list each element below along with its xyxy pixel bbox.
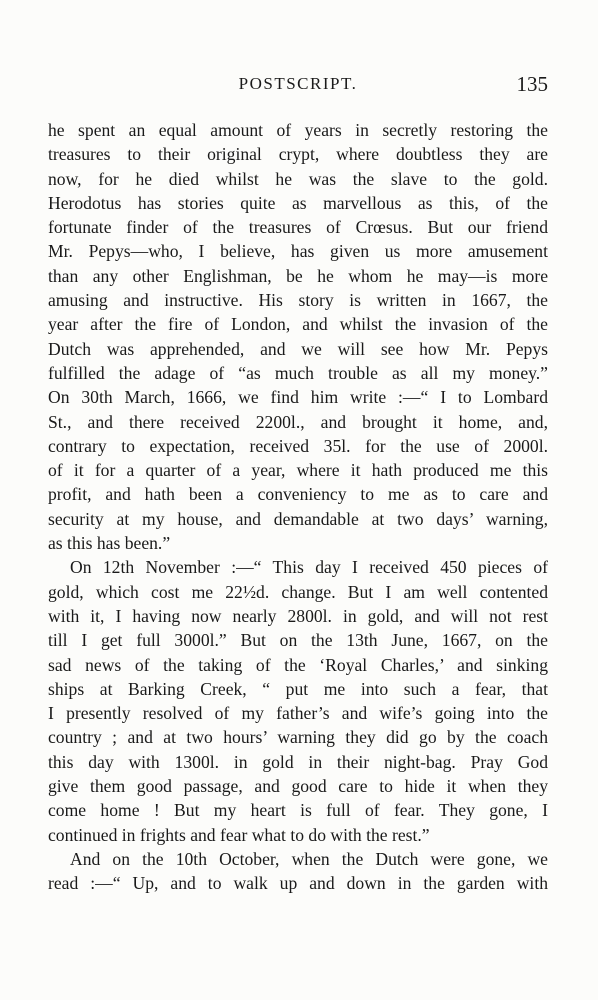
text-line: continued in frights and fear what to do with the rest.” bbox=[48, 824, 430, 845]
text-line: ships at Barking Creek, “ put me into such a fear, that bbox=[48, 678, 548, 699]
running-head bbox=[48, 74, 548, 100]
text-line: Mr. Pepys—who, I believe, has given us more amusement bbox=[48, 241, 548, 262]
text-line: sad news of the taking of the ‘Royal Charles,’ and sinking bbox=[48, 654, 548, 675]
page-number: 135 bbox=[516, 72, 548, 96]
text-line: till I get full 3000l.” But on the 13th June, 1667, on the bbox=[48, 630, 548, 651]
text-line: gold, which cost me 22½d. change. But I am well contented bbox=[48, 581, 548, 602]
running-title: POSTSCRIPT. bbox=[238, 74, 358, 93]
text-line: contrary to expectation, received 35l. for the use of 2000l. bbox=[48, 435, 548, 456]
text-line: than any other Englishman, be he whom he may—is more bbox=[48, 265, 548, 286]
text-line: security at my house, and demandable at two days’ warning, bbox=[48, 508, 548, 529]
text-line: give them good passage, and good care to hide it when they bbox=[48, 776, 548, 797]
text-line: treasures to their original crypt, where doubtless they are bbox=[48, 144, 548, 165]
body-text bbox=[48, 118, 548, 896]
text-line: St., and there received 2200l., and brought it home, and, bbox=[48, 411, 548, 432]
text-line: read :—“ Up, and to walk up and down in the garden with bbox=[48, 873, 548, 894]
text-line: year after the fire of London, and whilst the invasion of the bbox=[48, 314, 548, 335]
text-line: this day with 1300l. in gold in their night-bag. Pray God bbox=[48, 751, 548, 772]
text-line: On 30th March, 1666, we find him write :—“ I to Lombard bbox=[48, 387, 548, 408]
text-line: with it, I having now nearly 2800l. in gold, and will not rest bbox=[48, 605, 548, 626]
text-line: country ; and at two hours’ warning they did go by the coach bbox=[48, 727, 548, 748]
text-line: of it for a quarter of a year, where it hath produced me this bbox=[48, 460, 548, 481]
text-line: Herodotus has stories quite as marvellous as this, of the bbox=[48, 192, 548, 213]
text-line: now, for he died whilst he was the slave to the gold. bbox=[48, 168, 548, 189]
text-line: profit, and hath been a conveniency to me as to care and bbox=[48, 484, 548, 505]
text-line: And on the 10th October, when the Dutch were gone, we bbox=[70, 848, 548, 869]
text-line: come home ! But my heart is full of fear. They gone, I bbox=[48, 800, 548, 821]
text-line: Dutch was apprehended, and we will see how Mr. Pepys bbox=[48, 338, 548, 359]
text-line: amusing and instructive. His story is written in 1667, the bbox=[48, 290, 548, 311]
text-line: I presently resolved of my father’s and wife’s going into the bbox=[48, 703, 548, 724]
text-line: fulfilled the adage of “as much trouble as all my money.” bbox=[48, 362, 548, 383]
text-line: he spent an equal amount of years in secretly restoring the bbox=[48, 120, 548, 140]
text-line: On 12th November :—“ This day I received 450 pieces of bbox=[70, 557, 548, 578]
text-line: fortunate finder of the treasures of Crœsus. But our friend bbox=[48, 217, 548, 238]
text-line: as this has been.” bbox=[48, 533, 171, 554]
